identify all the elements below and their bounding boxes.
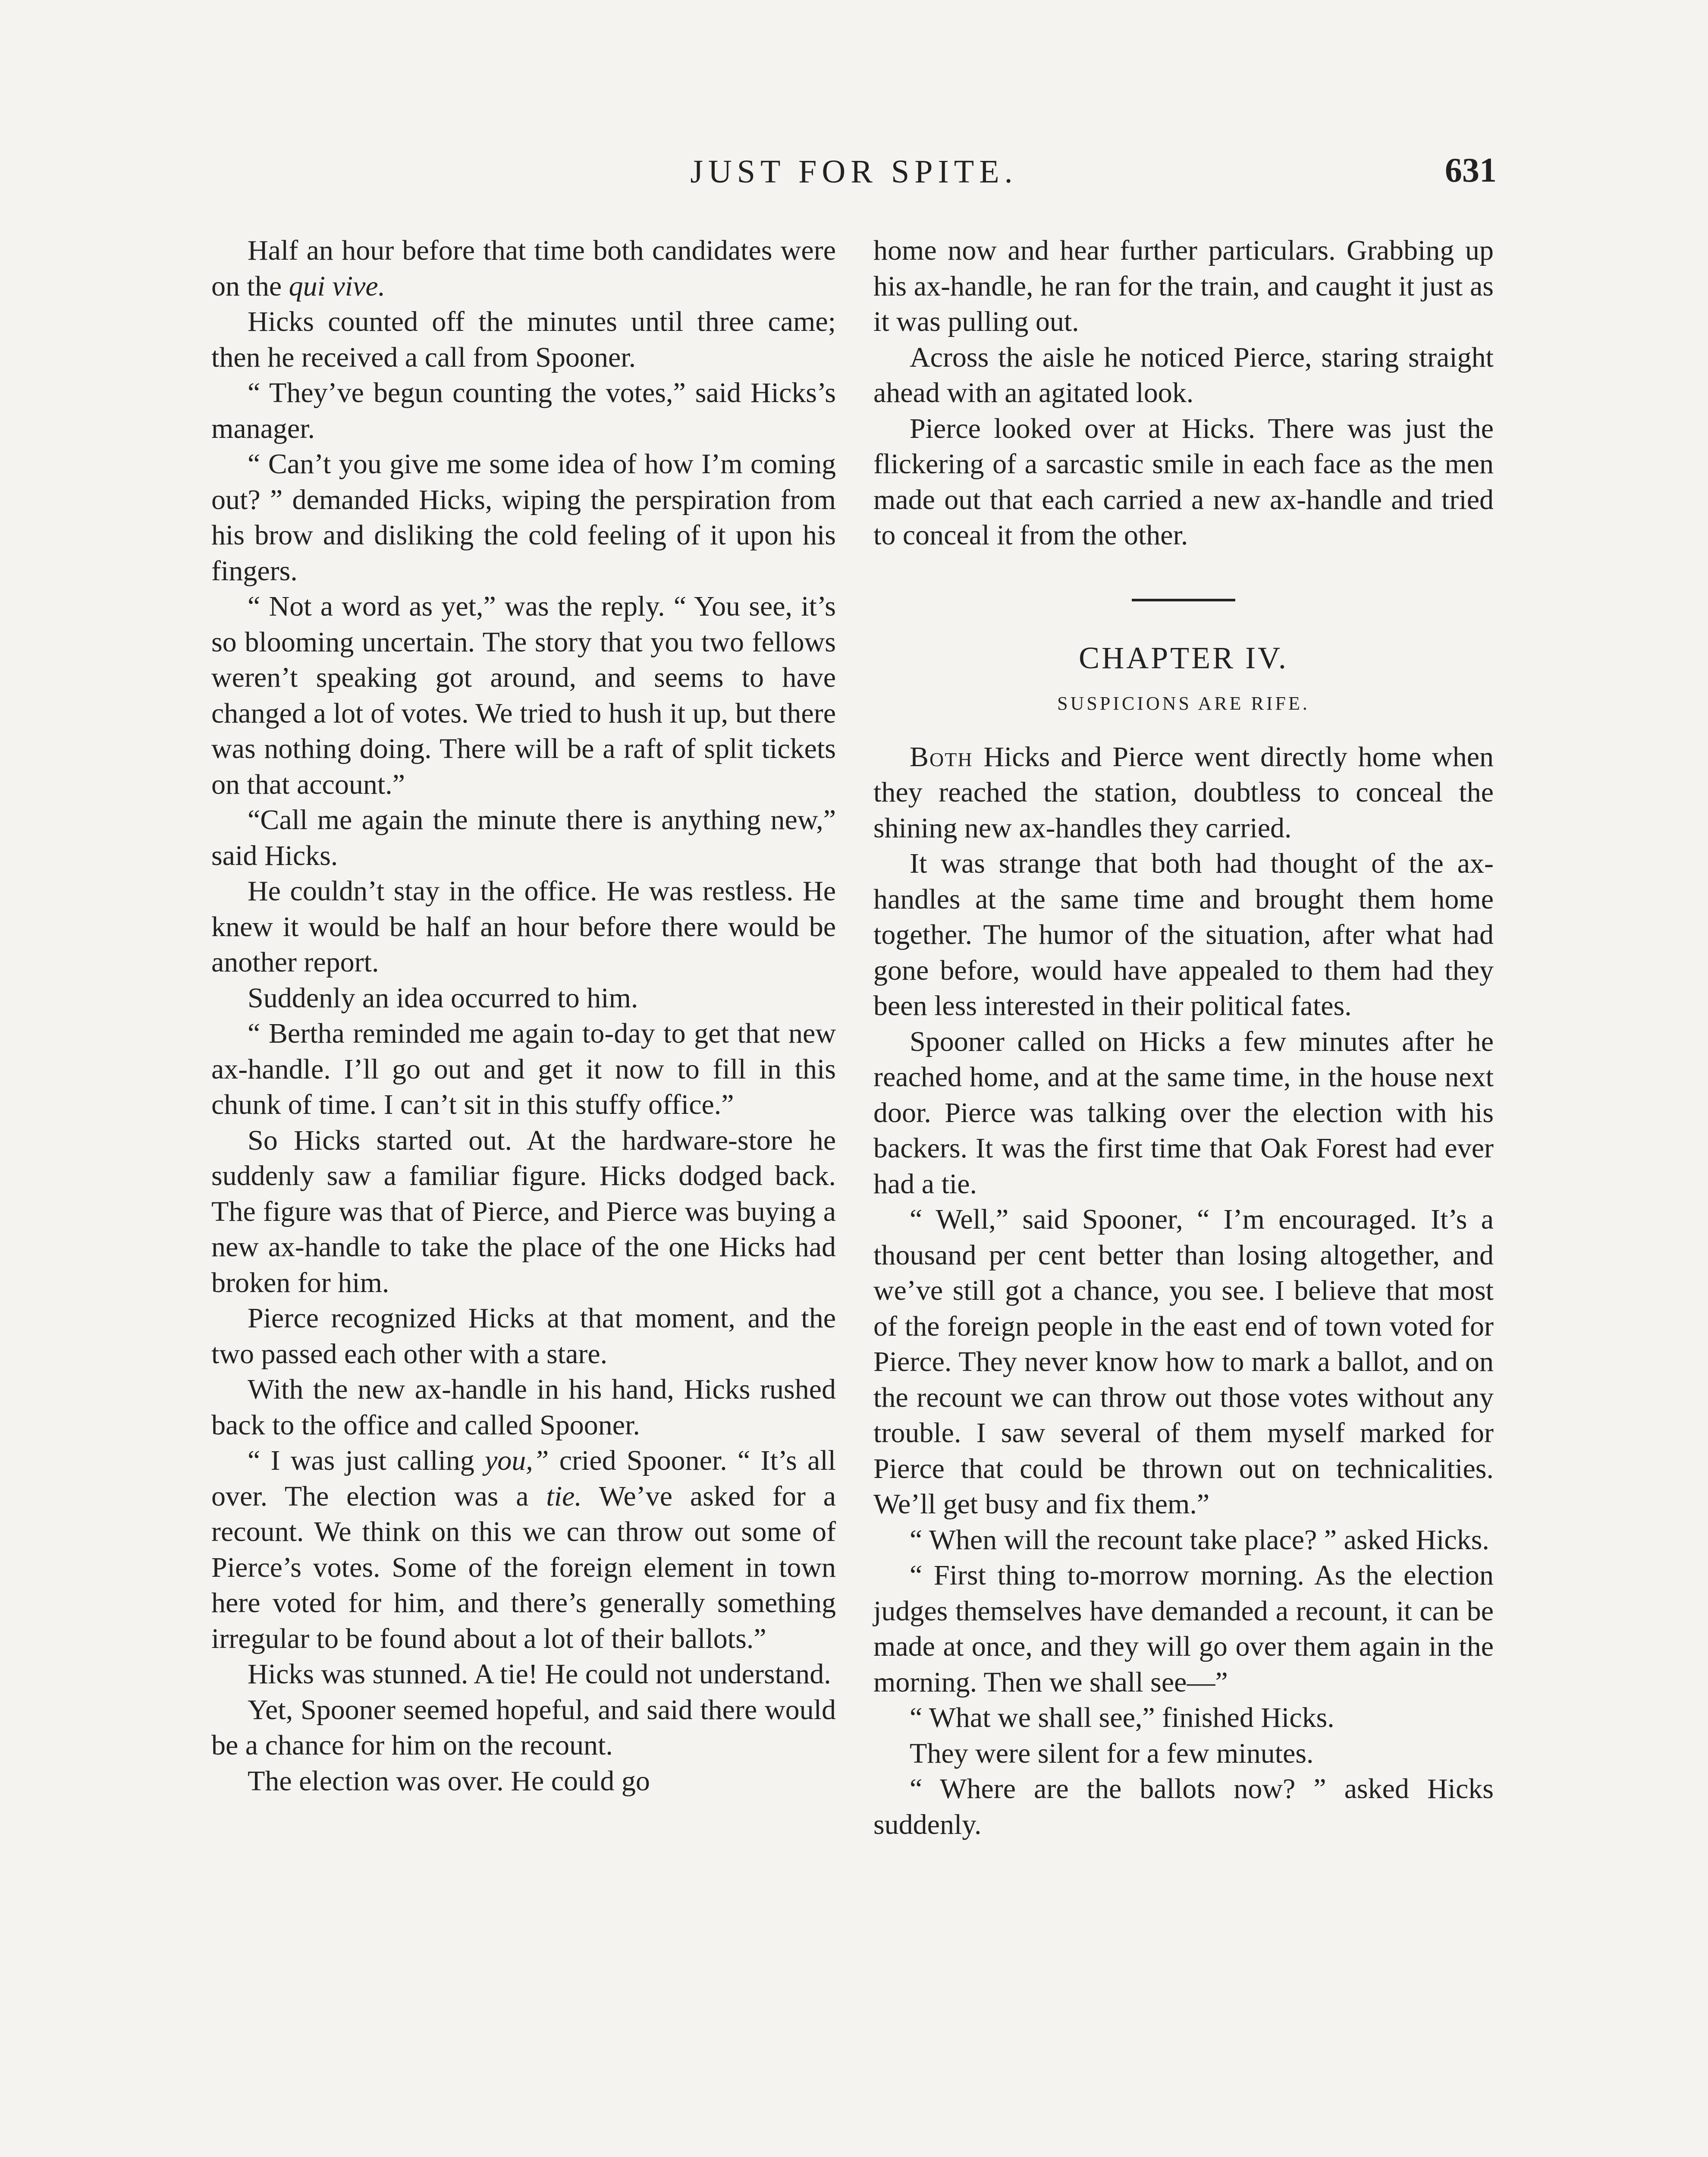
paragraph bbox=[873, 1522, 1494, 1558]
paragraph bbox=[211, 1764, 836, 1799]
running-title: JUST FOR SPITE. bbox=[690, 154, 1018, 190]
text-run: It was strange that both had thought of the ax-handles at the same time and brought them home together. The humor of the situation, after what had gone before, would have appealed to them had they been less interested in their political fates. bbox=[873, 848, 1494, 1022]
paragraph bbox=[211, 304, 836, 375]
paragraph bbox=[211, 981, 836, 1016]
paragraph bbox=[211, 1692, 836, 1764]
text-run: “ I was just calling bbox=[248, 1445, 485, 1476]
small-caps-lead-word: Both bbox=[910, 741, 973, 773]
italic-text: tie. bbox=[546, 1480, 582, 1512]
paragraph bbox=[211, 1123, 836, 1301]
paragraph bbox=[873, 1202, 1494, 1522]
chapter-subtitle: SUSPICIONS ARE RIFE. bbox=[1057, 692, 1310, 714]
text-run: “ Can’t you give me some idea of how I’m coming out? ” demanded Hicks, wiping the perspiration from his brow and disliking the cold feeling of it upon his fingers. bbox=[211, 448, 836, 587]
paragraph bbox=[873, 846, 1494, 1024]
paragraph bbox=[873, 233, 1494, 340]
paragraph bbox=[873, 411, 1494, 553]
text-run: “ Well,” said Spooner, “ I’m encouraged. It’s a thousand per cent better than losing altogether, and we’ve still got a chance, you see. I believe that most of the foreign people in the east end of town voted for Pierce. They never know how to mark a ballot, and on the recount we can throw out those votes without any trouble. I saw several of them myself marked for Pierce that could be thrown out on technicalities. We’ll get busy and fix them.” bbox=[873, 1204, 1494, 1520]
paragraph bbox=[873, 1024, 1494, 1202]
text-run: Yet, Spooner seemed hopeful, and said there would be a chance for him on the recount. bbox=[211, 1694, 836, 1761]
paragraph bbox=[211, 1301, 836, 1372]
text-run: Suddenly an idea occurred to him. bbox=[248, 982, 638, 1014]
text-run: “ When will the recount take place? ” asked Hicks. bbox=[910, 1524, 1489, 1556]
text-run: Across the aisle he noticed Pierce, staring straight ahead with an agitated look. bbox=[873, 341, 1494, 409]
text-run: Hicks and Pierce went directly home when they reached the station, doubtless to conceal the shining new ax-handles they carried. bbox=[873, 741, 1494, 844]
page-number: 631 bbox=[1445, 151, 1497, 189]
text-run: Pierce recognized Hicks at that moment, and the two passed each other with a stare. bbox=[211, 1302, 836, 1370]
text-run: Hicks was stunned. A tie! He could not understand. bbox=[248, 1658, 831, 1690]
text-run: “Call me again the minute there is anything new,” said Hicks. bbox=[211, 804, 836, 871]
paragraph bbox=[211, 1372, 836, 1443]
paragraph bbox=[211, 802, 836, 874]
text-run: Hicks counted off the minutes until three came; then he received a call from Spooner. bbox=[211, 306, 836, 373]
right-column bbox=[873, 233, 1494, 1843]
right-column-top-text bbox=[873, 233, 1494, 553]
text-run: “ Bertha reminded me again to-day to get that new ax-handle. I’ll go out and get it now to fill in this chunk of time. I can’t sit in this stuffy office.” bbox=[211, 1018, 836, 1120]
text-run: With the new ax-handle in his hand, Hicks rushed back to the office and called Spooner. bbox=[211, 1374, 836, 1441]
right-column-chapter-text bbox=[873, 739, 1494, 1843]
text-run: Pierce looked over at Hicks. There was just the flickering of a sarcastic smile in each face as the men made out that each carried a new ax-handle and tried to conceal it from the other. bbox=[873, 412, 1494, 551]
text-run: “ They’ve begun counting the votes,” said Hicks’s manager. bbox=[211, 377, 836, 444]
italic-text: qui vive. bbox=[289, 270, 386, 302]
paragraph bbox=[873, 1558, 1494, 1700]
left-column bbox=[211, 233, 836, 1799]
text-run: “ Where are the ballots now? ” asked Hicks suddenly. bbox=[873, 1773, 1494, 1840]
section-divider bbox=[1132, 599, 1235, 601]
paragraph bbox=[211, 1657, 836, 1692]
text-run: cried Spooner. “ It’s all over. The election was a bbox=[211, 1445, 836, 1512]
paragraph bbox=[873, 1700, 1494, 1736]
text-run: Half an hour before that time both candidates were on the bbox=[211, 235, 836, 302]
paragraph bbox=[211, 874, 836, 981]
text-run: “ Not a word as yet,” was the reply. “ You see, it’s so blooming uncertain. The story that you two fellows weren’t speaking got around, and seems to have changed a lot of votes. We tried to hush it up, but there was nothing doing. There will be a raft of split tickets on that account.” bbox=[211, 591, 836, 800]
paragraph bbox=[211, 1443, 836, 1657]
italic-text: you,” bbox=[485, 1445, 549, 1476]
text-run: “ What we shall see,” finished Hicks. bbox=[910, 1702, 1334, 1733]
paragraph bbox=[873, 1736, 1494, 1772]
paragraph bbox=[211, 233, 836, 304]
text-run: home now and hear further particulars. Grabbing up his ax-handle, he ran for the train, and caught it just as it was pulling out. bbox=[873, 235, 1494, 337]
paragraph bbox=[211, 375, 836, 446]
text-run: So Hicks started out. At the hardware-store he suddenly saw a familiar figure. Hicks dodged back. The figure was that of Pierce, and Pierce was buying a new ax-handle to take the place of the one Hicks had broken for him. bbox=[211, 1124, 836, 1299]
text-run: Spooner called on Hicks a few minutes after he reached home, and at the same time, in the house next door. Pierce was talking over the election with his backers. It was the first time that Oak Forest had ever had a tie. bbox=[873, 1025, 1494, 1200]
text-run: He couldn’t stay in the office. He was restless. He knew it would be half an hour before there would be another report. bbox=[211, 875, 836, 978]
paragraph bbox=[873, 739, 1494, 846]
paragraph bbox=[211, 1016, 836, 1123]
paragraph bbox=[873, 340, 1494, 411]
paragraph bbox=[211, 446, 836, 589]
text-run: They were silent for a few minutes. bbox=[910, 1737, 1314, 1769]
text-run: We’ve asked for a recount. We think on this we can throw out some of Pierce’s votes. Some of the foreign element in town here voted for him, and there’s generally something irregular to be found about a lot of their ballots.” bbox=[211, 1480, 836, 1654]
chapter-heading: CHAPTER IV. bbox=[1079, 640, 1288, 675]
text-run: “ First thing to-morrow morning. As the election judges themselves have demanded a recount, it can be made at once, and they will go over them again in the morning. Then we shall see—” bbox=[873, 1560, 1494, 1698]
paragraph bbox=[211, 589, 836, 802]
text-run: The election was over. He could go bbox=[248, 1765, 650, 1797]
paragraph bbox=[873, 1771, 1494, 1843]
